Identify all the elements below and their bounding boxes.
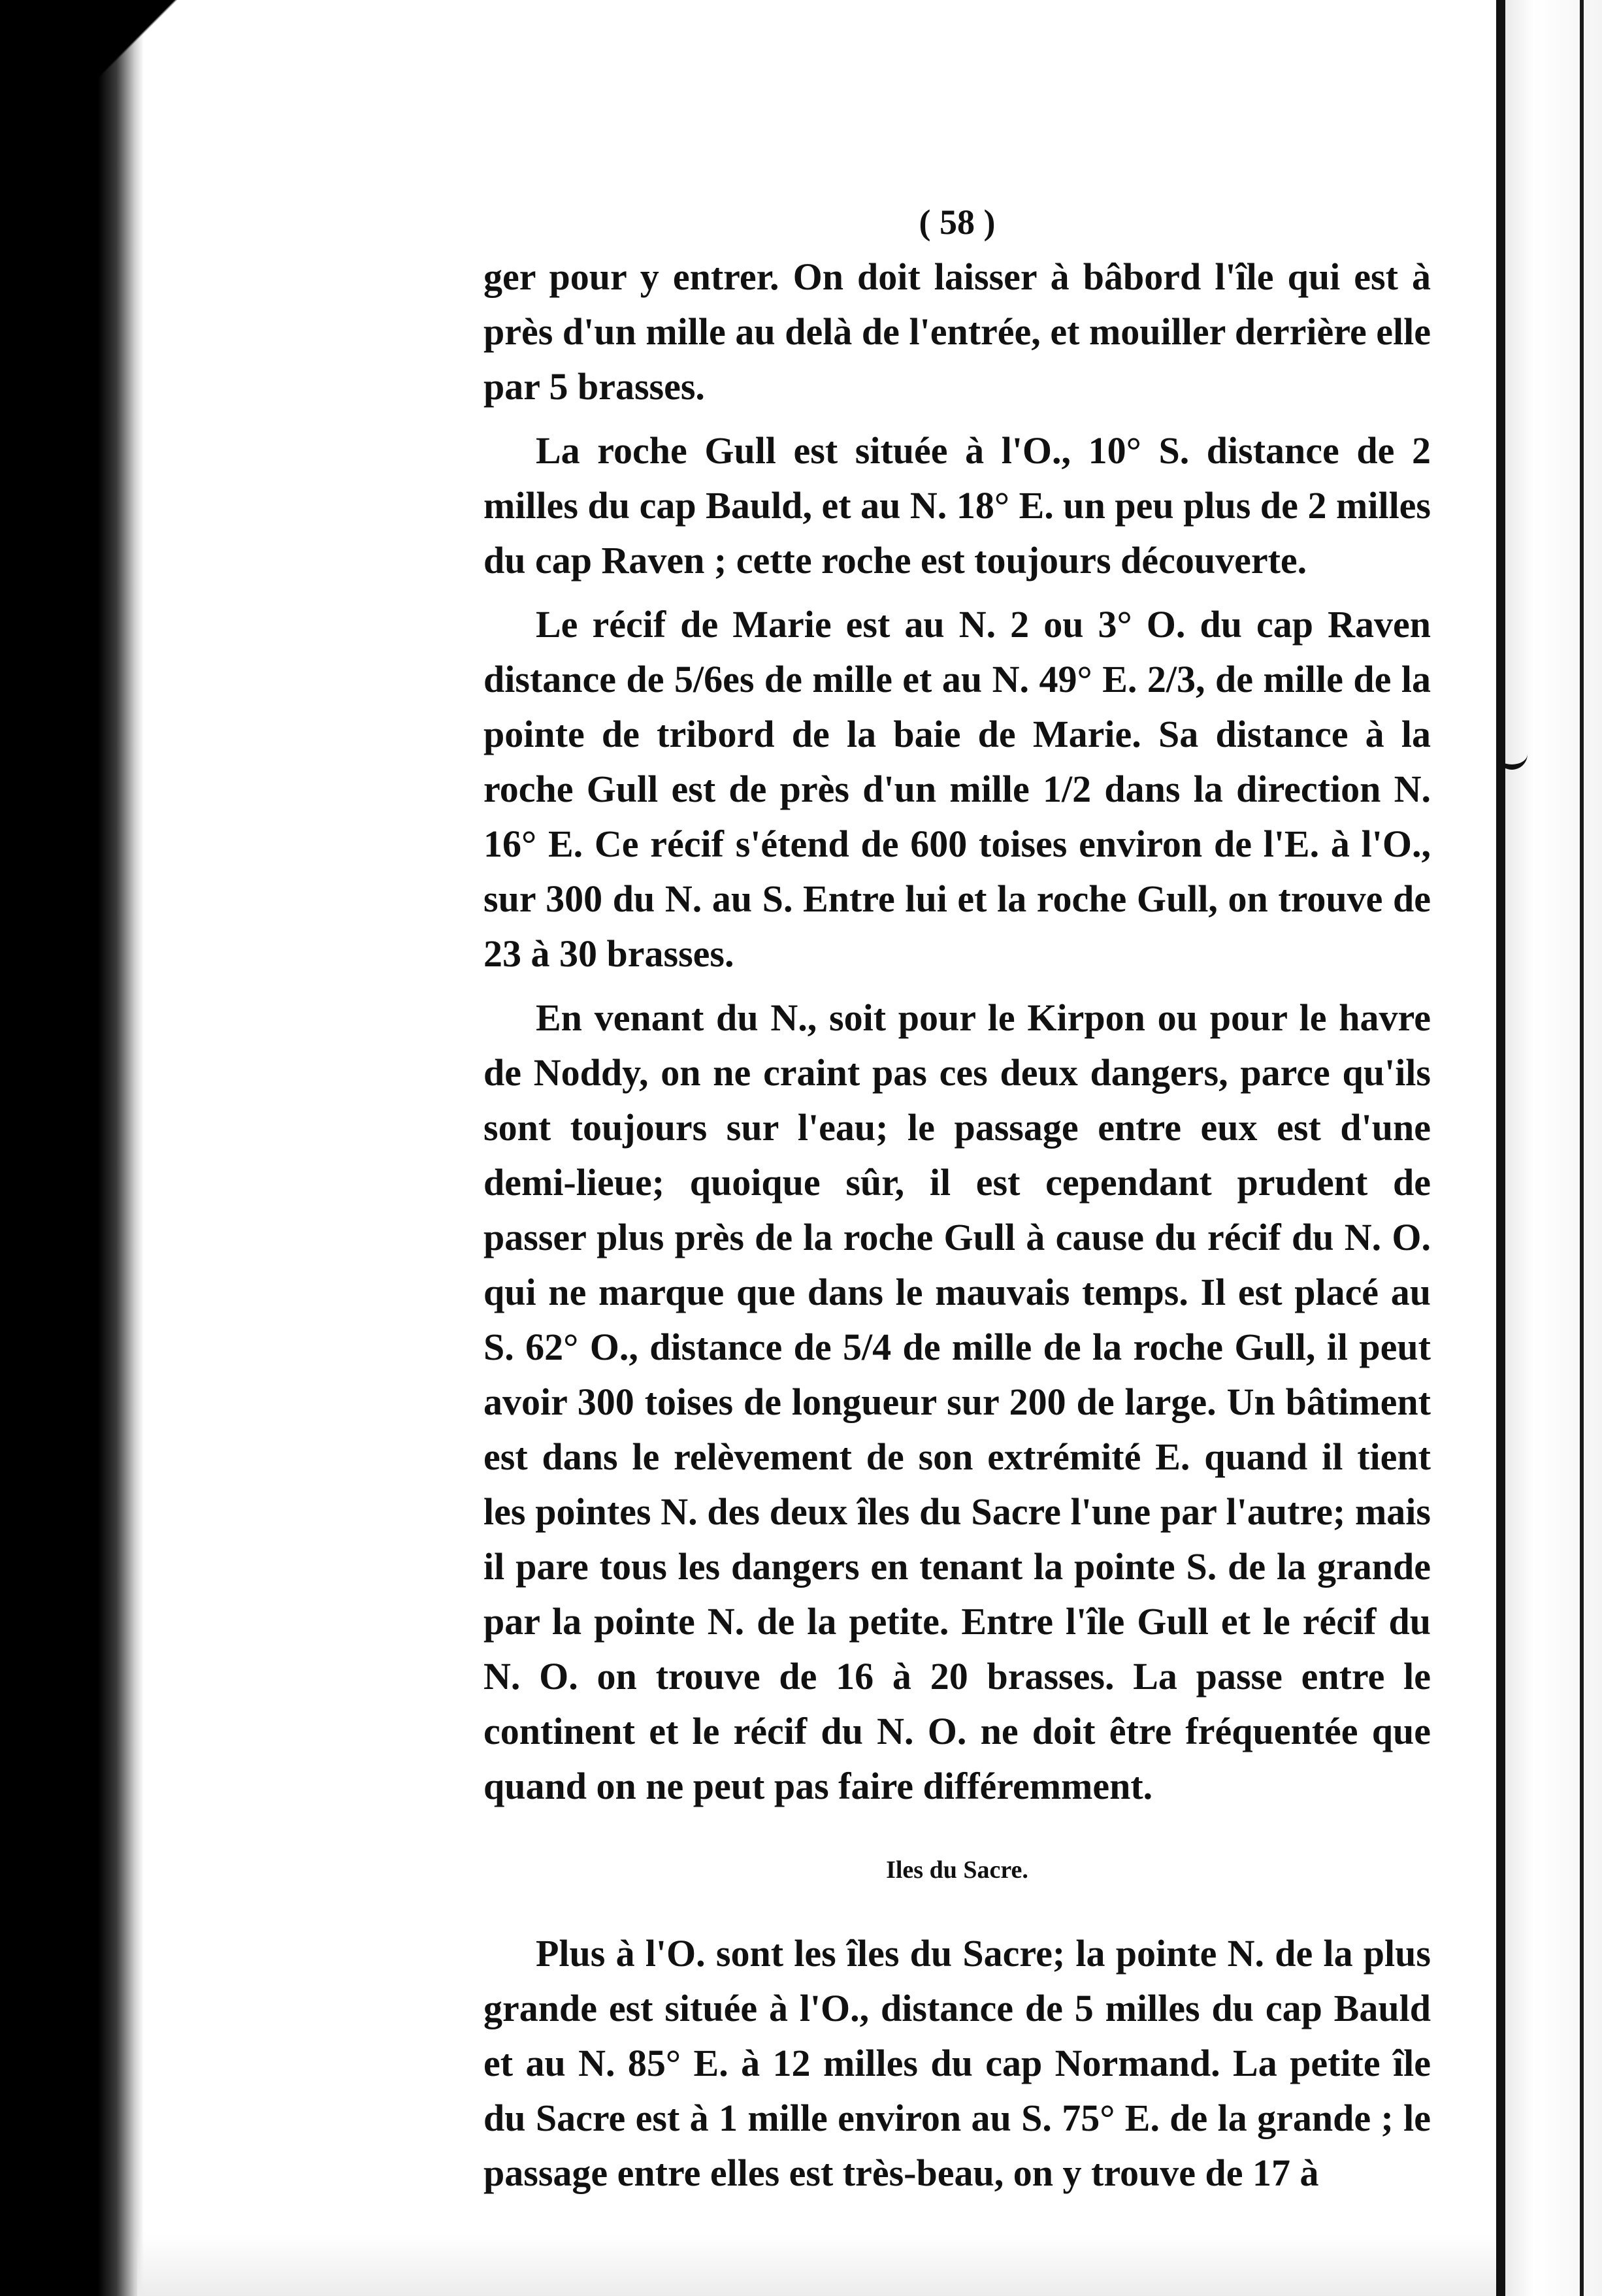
document-page — [483, 196, 1431, 2201]
scan-binding-line — [1580, 0, 1584, 2296]
paragraph-iles-du-sacre: Plus à l'O. sont les îles du Sacre; la pointe N. de la plus grande est située à l'O., distance de 5 milles du cap Bauld et au N. 85° E. à 12 milles du cap Normand. La petite île du Sacre est à 1 mille environ au S. 75° E. de la grande ; le passage entre elles est très-beau, on y trouve de 17 à — [483, 1932, 1431, 2194]
scan-page-edge-left — [98, 0, 144, 2296]
scan-bottom-shadow — [137, 2235, 1496, 2296]
section-heading: Iles du Sacre. — [886, 1856, 1028, 1884]
paragraph-continuation: ger pour y entrer. On doit laisser à bâbord l'île qui est à près d'un mille au delà de l'entrée, et mouiller derrière elle par 5 brasses. — [483, 255, 1431, 408]
scan-page-edge-right — [1496, 0, 1505, 2296]
page-number: ( 58 ) — [919, 203, 996, 242]
paragraph-roche-gull: La roche Gull est située à l'O., 10° S. distance de 2 milles du cap Bauld, et au N. 18° E. un peu plus de 2 milles du cap Raven ; cette roche est toujours découverte. — [483, 429, 1431, 582]
paragraph-recif-de-marie: Le récif de Marie est au N. 2 ou 3° O. du cap Raven distance de 5/6es de mille et au N. 49° E. 2/3, de mille de la pointe de tribord de la baie de Marie. Sa distance à la roche Gull est de près d'un mille 1/2 dans la direction N. 16° E. Ce récif s'étend de 600 toises environ de l'E. à l'O., sur 300 du N. au S. Entre lui et la roche Gull, on trouve de 23 à 30 brasses. — [483, 603, 1431, 975]
page-edge-mark — [1496, 738, 1528, 770]
scan-corner-shadow — [39, 0, 189, 150]
paragraph-en-venant-du-nord: En venant du N., soit pour le Kirpon ou pour le havre de Noddy, on ne craint pas ces deux dangers, parce qu'ils sont toujours sur l'eau; le passage entre eux est d'une demi-lieue; quoique sûr, il est cependant prudent de passer plus près de la roche Gull à cause du récif du N. O. qui ne marque que dans le mauvais temps. Il est placé au S. 62° O., distance de 5/4 de mille de la roche Gull, il peut avoir 300 toises de longueur sur 200 de large. Un bâtiment est dans le relèvement de son extrémité E. quand il tient les pointes N. des deux îles du Sacre l'une par l'autre; mais il pare tous les dangers en tenant la pointe S. de la grande par la pointe N. de la petite. Entre l'île Gull et le récif du N. O. on trouve de 16 à 20 brasses. La passe entre le continent et le récif du N. O. ne doit être fréquentée que quand on ne peut pas faire différemment. — [483, 996, 1431, 1807]
scan-border-right — [1505, 0, 1602, 2296]
